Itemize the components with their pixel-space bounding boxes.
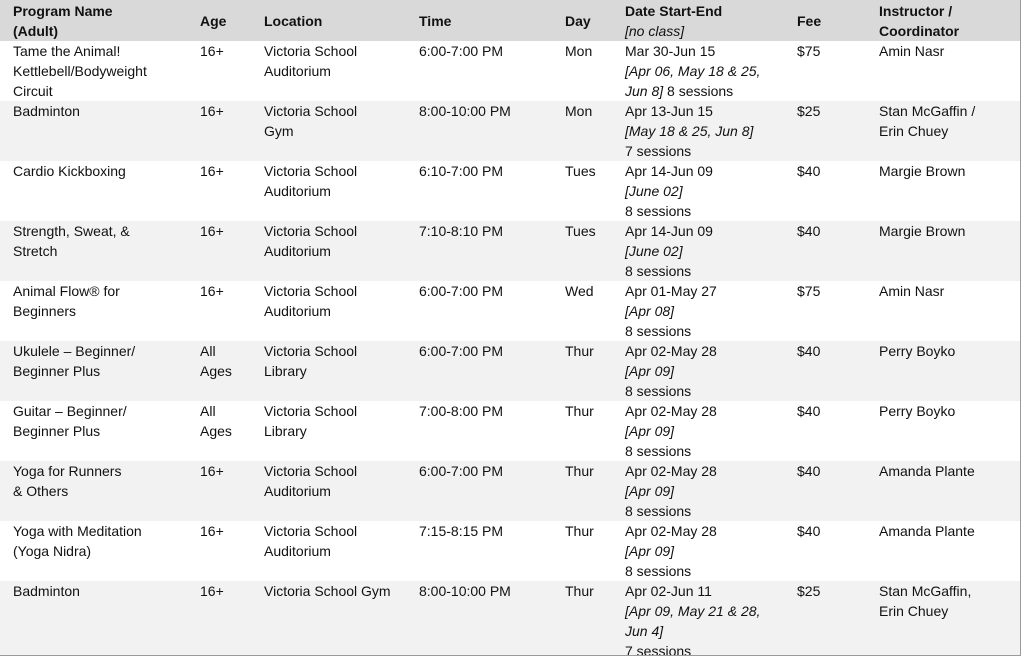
session-count: 8 sessions: [625, 563, 692, 579]
no-class-dates: [Apr 06, May 18 & 25,: [625, 63, 761, 79]
fee-cell: [784, 221, 866, 281]
day-cell: [552, 461, 612, 521]
fee-cell: [784, 41, 866, 101]
time-value: 6:00-7:00 PM: [419, 43, 504, 59]
no-class-dates: [Apr 09]: [625, 423, 675, 439]
date-range: Apr 13-Jun 15: [625, 103, 713, 119]
location-cell: [251, 41, 406, 101]
program-name: Tame the Animal!: [13, 43, 121, 59]
no-class-dates: [June 02]: [625, 183, 683, 199]
day-value: Thur: [565, 523, 594, 539]
location-value: Victoria School: [264, 403, 358, 419]
day-cell: [552, 101, 612, 161]
session-count: 8 sessions: [625, 383, 692, 399]
session-count: 7 sessions: [625, 143, 692, 159]
fee-cell: [784, 161, 866, 221]
age-cell: [187, 281, 251, 341]
time-cell: [406, 281, 552, 341]
header-no-class-note: [no class]: [625, 23, 685, 39]
age-cell: [187, 221, 251, 281]
time-value: 7:10-8:10 PM: [419, 223, 504, 239]
day-cell: [552, 341, 612, 401]
program-name: Badminton: [13, 103, 80, 119]
instructor-cell: [866, 221, 1021, 281]
time-cell: [406, 521, 552, 581]
age-value: 16+: [200, 283, 224, 299]
fee-cell: [784, 281, 866, 341]
header-instructor-line1: Instructor /: [879, 3, 953, 19]
location-cell: [251, 221, 406, 281]
fee-value: $40: [797, 343, 821, 359]
program-name: Stretch: [13, 243, 58, 259]
age-value: 16+: [200, 103, 224, 119]
header-program-name-line2: (Adult): [13, 23, 59, 39]
header-date-line1: Date Start-End: [625, 3, 723, 19]
location-value: Auditorium: [264, 183, 331, 199]
program-rows: [0, 41, 1021, 656]
time-cell: [406, 221, 552, 281]
instructor-name: Stan McGaffin /: [879, 103, 976, 119]
day-value: Mon: [565, 43, 593, 59]
time-value: 7:00-8:00 PM: [419, 403, 504, 419]
no-class-dates: Jun 4]: [625, 623, 664, 639]
location-cell: [251, 281, 406, 341]
program-name: Beginner Plus: [13, 363, 101, 379]
date-cell: [612, 521, 784, 581]
day-cell: [552, 221, 612, 281]
fee-value: $25: [797, 103, 821, 119]
location-value: Library: [264, 423, 307, 439]
date-cell: [612, 221, 784, 281]
location-cell: [251, 521, 406, 581]
age-cell: [187, 461, 251, 521]
session-count: 8 sessions: [625, 503, 692, 519]
day-cell: [552, 521, 612, 581]
header-instructor: [866, 0, 1021, 41]
day-value: Tues: [565, 223, 596, 239]
session-count: 8 sessions: [625, 263, 692, 279]
program-name: Ukulele – Beginner/: [13, 343, 136, 359]
age-value: 16+: [200, 43, 224, 59]
day-value: Thur: [565, 343, 594, 359]
header-location: Location: [251, 0, 406, 41]
day-cell: [552, 41, 612, 101]
program-name: Badminton: [13, 583, 80, 599]
day-value: Wed: [565, 283, 594, 299]
age-value: All: [200, 343, 216, 359]
program-name-cell: [0, 461, 187, 521]
header-day: Day: [552, 0, 612, 41]
program-name: Animal Flow® for: [13, 283, 120, 299]
time-value: 7:15-8:15 PM: [419, 523, 504, 539]
location-value: Library: [264, 363, 307, 379]
location-cell: [251, 101, 406, 161]
age-cell: [187, 101, 251, 161]
table-row: [0, 401, 1021, 461]
fee-value: $75: [797, 283, 821, 299]
instructor-name: Perry Boyko: [879, 343, 956, 359]
age-cell: [187, 581, 251, 656]
day-cell: [552, 281, 612, 341]
location-value: Victoria School: [264, 163, 358, 179]
date-range: Mar 30-Jun 15: [625, 43, 716, 59]
table-row: [0, 521, 1021, 581]
date-cell: [612, 401, 784, 461]
day-cell: [552, 401, 612, 461]
table-row: [0, 41, 1021, 101]
program-name: Strength, Sweat, &: [13, 223, 130, 239]
location-value: Gym: [264, 123, 294, 139]
no-class-dates: [Apr 09]: [625, 363, 675, 379]
date-range: Apr 14-Jun 09: [625, 163, 713, 179]
time-cell: [406, 161, 552, 221]
session-count: 7 sessions: [625, 643, 692, 656]
instructor-cell: [866, 341, 1021, 401]
session-count: 8 sessions: [625, 443, 692, 459]
table-row: [0, 341, 1021, 401]
program-name-cell: [0, 401, 187, 461]
program-name: Yoga for Runners: [13, 463, 122, 479]
location-value: Victoria School Gym: [264, 583, 391, 599]
instructor-cell: [866, 461, 1021, 521]
day-value: Thur: [565, 403, 594, 419]
date-range: Apr 02-May 28: [625, 403, 717, 419]
time-value: 6:00-7:00 PM: [419, 283, 504, 299]
fee-cell: [784, 461, 866, 521]
program-name: Beginners: [13, 303, 77, 319]
age-value: 16+: [200, 523, 224, 539]
table-row: [0, 581, 1021, 656]
date-range: Apr 02-May 28: [625, 343, 717, 359]
time-cell: [406, 581, 552, 656]
fee-cell: [784, 101, 866, 161]
session-count: 8 sessions: [625, 323, 692, 339]
header-row: [0, 0, 1021, 41]
header-age: Age: [187, 0, 251, 41]
session-count: 8 sessions: [667, 83, 734, 99]
time-cell: [406, 401, 552, 461]
fee-value: $40: [797, 403, 821, 419]
age-value: All: [200, 403, 216, 419]
instructor-cell: [866, 101, 1021, 161]
location-value: Victoria School: [264, 103, 358, 119]
fee-value: $40: [797, 163, 821, 179]
age-value: 16+: [200, 583, 224, 599]
instructor-cell: [866, 281, 1021, 341]
table-row: [0, 281, 1021, 341]
instructor-cell: [866, 41, 1021, 101]
day-value: Thur: [565, 583, 594, 599]
time-value: 8:00-10:00 PM: [419, 583, 511, 599]
table-row: [0, 161, 1021, 221]
time-value: 6:10-7:00 PM: [419, 163, 504, 179]
no-class-and-sessions: [625, 81, 780, 101]
fee-cell: [784, 401, 866, 461]
instructor-cell: [866, 401, 1021, 461]
location-cell: [251, 341, 406, 401]
age-value: 16+: [200, 223, 224, 239]
no-class-dates: [Apr 09]: [625, 543, 675, 559]
location-value: Victoria School: [264, 283, 358, 299]
age-cell: [187, 521, 251, 581]
time-cell: [406, 461, 552, 521]
instructor-name: Amanda Plante: [879, 463, 975, 479]
age-value: 16+: [200, 463, 224, 479]
table-row: [0, 461, 1021, 521]
instructor-cell: [866, 581, 1021, 656]
header-instructor-line2: Coordinator: [879, 23, 960, 39]
day-cell: [552, 161, 612, 221]
location-value: Auditorium: [264, 63, 331, 79]
date-cell: [612, 101, 784, 161]
day-value: Tues: [565, 163, 596, 179]
location-cell: [251, 401, 406, 461]
age-cell: [187, 401, 251, 461]
location-value: Auditorium: [264, 483, 331, 499]
date-range: Apr 14-Jun 09: [625, 223, 713, 239]
time-value: 6:00-7:00 PM: [419, 343, 504, 359]
location-cell: [251, 161, 406, 221]
header-date: [612, 0, 784, 41]
program-name: Beginner Plus: [13, 423, 101, 439]
instructor-name: Amin Nasr: [879, 43, 945, 59]
no-class-dates: [Apr 09, May 21 & 28,: [625, 603, 761, 619]
age-cell: [187, 341, 251, 401]
date-cell: [612, 581, 784, 656]
program-name-cell: [0, 41, 187, 101]
time-cell: [406, 41, 552, 101]
instructor-name: Erin Chuey: [879, 123, 949, 139]
program-name-cell: [0, 341, 187, 401]
program-name-cell: [0, 221, 187, 281]
day-cell: [552, 581, 612, 656]
location-value: Victoria School: [264, 463, 358, 479]
location-cell: [251, 461, 406, 521]
header-program-name-line1: Program Name: [13, 3, 113, 19]
fee-value: $25: [797, 583, 821, 599]
instructor-cell: [866, 161, 1021, 221]
program-name: Kettlebell/Bodyweight: [13, 63, 147, 79]
date-cell: [612, 341, 784, 401]
fee-value: $75: [797, 43, 821, 59]
no-class-and-sessions: [625, 621, 780, 641]
program-name: Circuit: [13, 83, 53, 99]
header-program-name: [0, 0, 187, 41]
program-name-cell: [0, 161, 187, 221]
session-count: 8 sessions: [625, 203, 692, 219]
program-name: Cardio Kickboxing: [13, 163, 126, 179]
fee-value: $40: [797, 223, 821, 239]
location-value: Victoria School: [264, 343, 358, 359]
age-value: Ages: [200, 423, 232, 439]
fee-value: $40: [797, 523, 821, 539]
program-name-cell: [0, 101, 187, 161]
instructor-name: Erin Chuey: [879, 603, 949, 619]
age-cell: [187, 41, 251, 101]
fee-cell: [784, 521, 866, 581]
age-cell: [187, 161, 251, 221]
instructor-name: Margie Brown: [879, 163, 966, 179]
fee-value: $40: [797, 463, 821, 479]
age-value: Ages: [200, 363, 232, 379]
no-class-dates: [Apr 08]: [625, 303, 675, 319]
program-name: (Yoga Nidra): [13, 543, 92, 559]
instructor-name: Perry Boyko: [879, 403, 956, 419]
header-time: Time: [406, 0, 552, 41]
time-value: 8:00-10:00 PM: [419, 103, 511, 119]
location-value: Auditorium: [264, 243, 331, 259]
instructor-name: Stan McGaffin,: [879, 583, 972, 599]
date-cell: [612, 461, 784, 521]
day-value: Mon: [565, 103, 593, 119]
location-value: Victoria School: [264, 523, 358, 539]
date-range: Apr 02-Jun 11: [625, 583, 712, 599]
program-name: & Others: [13, 483, 69, 499]
time-cell: [406, 101, 552, 161]
date-cell: [612, 281, 784, 341]
program-name-cell: [0, 521, 187, 581]
table-row: [0, 221, 1021, 281]
instructor-cell: [866, 521, 1021, 581]
instructor-name: Amin Nasr: [879, 283, 945, 299]
no-class-dates: [Apr 09]: [625, 483, 675, 499]
date-cell: [612, 161, 784, 221]
program-name: Guitar – Beginner/: [13, 403, 127, 419]
no-class-dates: Jun 8]: [625, 83, 664, 99]
time-cell: [406, 341, 552, 401]
location-value: Auditorium: [264, 543, 331, 559]
table-row: [0, 101, 1021, 161]
program-name-cell: [0, 581, 187, 656]
no-class-dates: [May 18 & 25, Jun 8]: [625, 123, 754, 139]
fee-cell: [784, 341, 866, 401]
date-range: Apr 02-May 28: [625, 463, 717, 479]
instructor-name: Margie Brown: [879, 223, 966, 239]
time-value: 6:00-7:00 PM: [419, 463, 504, 479]
date-cell: [612, 41, 784, 101]
location-value: Auditorium: [264, 303, 331, 319]
location-value: Victoria School: [264, 43, 358, 59]
date-range: Apr 01-May 27: [625, 283, 717, 299]
program-name: Yoga with Meditation: [13, 523, 142, 539]
program-name-cell: [0, 281, 187, 341]
age-value: 16+: [200, 163, 224, 179]
instructor-name: Amanda Plante: [879, 523, 975, 539]
fee-cell: [784, 581, 866, 656]
location-value: Victoria School: [264, 223, 358, 239]
location-cell: [251, 581, 406, 656]
day-value: Thur: [565, 463, 594, 479]
no-class-dates: [June 02]: [625, 243, 683, 259]
date-range: Apr 02-May 28: [625, 523, 717, 539]
header-fee: Fee: [784, 0, 866, 41]
